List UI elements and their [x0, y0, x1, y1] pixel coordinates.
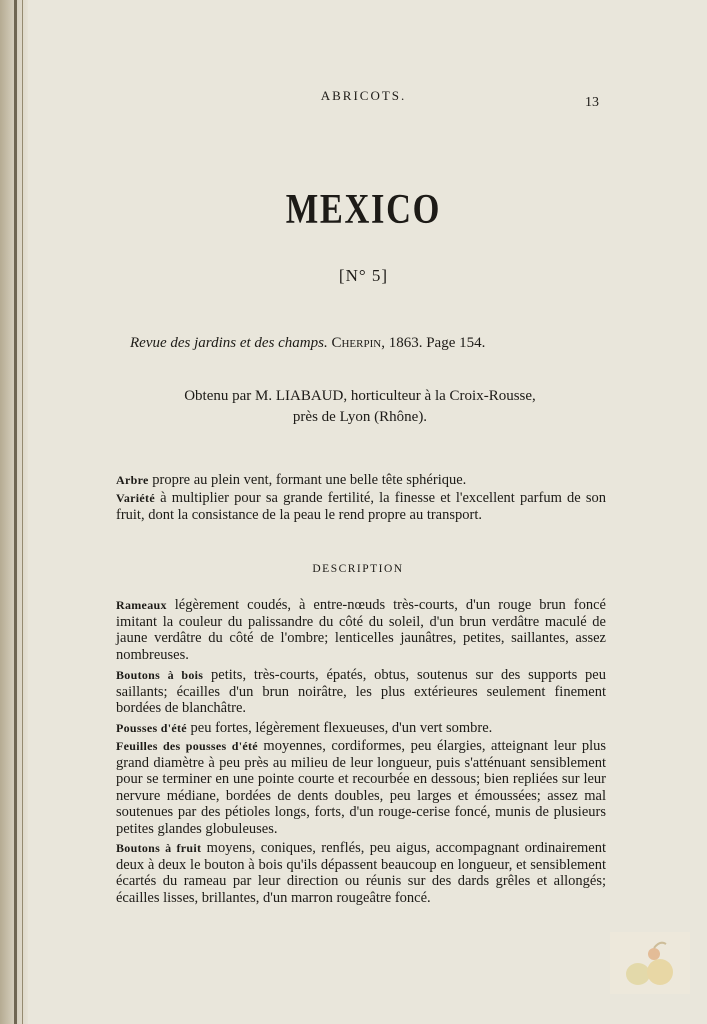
desc-text: peu fortes, légèrement flexueuses, d'un vert sombre. — [186, 720, 493, 736]
desc-lead: Pousses d'été — [116, 721, 187, 735]
book-spine-edge-inner — [22, 0, 23, 1024]
desc-text: moyennes, cordiformes, peu élargies, atteignant leur plus grand diamètre à peu près au milieu de leur longueur, puis s'atténuant sensiblement pour se terminer en une pointe courte et recourbée en dessous; bien repliées sur leur nervure médiane, bordées de dents doubles, peu larges et émoussées; assez mal soutenues par des pétioles longs, forts, d'un rouge-cerise foncé, munis de plusieurs petites glandes globuleuses. — [116, 738, 606, 837]
intro-arbre — [116, 472, 606, 489]
source-author: Cherpin — [331, 335, 382, 351]
intro-text: propre au plein vent, formant une belle tête sphérique. — [148, 472, 467, 488]
book-spine-edge — [14, 0, 17, 1024]
desc-lead: Boutons à bois — [116, 668, 204, 682]
source-citation — [130, 335, 485, 352]
variety-number: [N° 5] — [338, 266, 389, 285]
intro-lead: Arbre — [116, 473, 149, 487]
desc-text: petits, très-courts, épatés, obtus, soutenus sur des supports peu saillants; écailles d'un brun noirâtre, les plus extérieures seulement finement bordées de blanchâtre. — [116, 667, 606, 717]
desc-boutons-fruit — [116, 840, 606, 906]
description-heading: DESCRIPTION — [312, 563, 404, 575]
library-stamp-icon — [610, 932, 690, 994]
variety-title: MEXICO — [285, 187, 442, 233]
running-head: ABRICOTS. — [320, 88, 407, 103]
intro-text: à multiplier pour sa grande fertilité, la finesse et l'excellent parfum de son fruit, dont la consistance de la peau le rend propre au transport. — [116, 490, 606, 523]
intro-variete — [116, 490, 606, 523]
source-year-page: , 1863. Page 154. — [381, 335, 486, 351]
desc-rameaux — [116, 597, 606, 663]
obtained-line-2: près de Lyon (Rhône). — [292, 409, 428, 425]
intro-lead: Variété — [116, 491, 155, 505]
obtained-line-1: Obtenu par M. LIABAUD, horticulteur à la Croix-Rousse, — [184, 388, 536, 404]
desc-lead: Rameaux — [116, 598, 167, 612]
desc-lead: Boutons à fruit — [116, 841, 202, 855]
desc-text: légèrement coudés, à entre-nœuds très-courts, d'un rouge brun foncé imitant la couleur du palissandre du côté du soleil, d'un brun verdâtre maculé de jaune verdâtre du côté de l'ombre; lenticelles jaunâtres, petites, saillantes, assez nombreuses. — [116, 597, 606, 663]
obtained-by — [140, 386, 580, 428]
desc-pousses-ete — [116, 720, 606, 737]
page-number: 13 — [585, 95, 599, 110]
desc-lead: Feuilles des pousses d'été — [116, 739, 258, 753]
desc-feuilles — [116, 738, 606, 838]
desc-boutons-bois — [116, 667, 606, 717]
desc-text: moyens, coniques, renflés, peu aigus, accompagnant ordinairement deux à deux le bouton à bois qu'ils dépassent beaucoup en longueur, et sensiblement écartés du rameau par leur direction ou réunis sur des dards grêles et allongés; écailles lisses, brillantes, d'un marron rougeâtre foncé. — [116, 840, 606, 906]
source-journal: Revue des jardins et des champs. — [130, 335, 328, 351]
